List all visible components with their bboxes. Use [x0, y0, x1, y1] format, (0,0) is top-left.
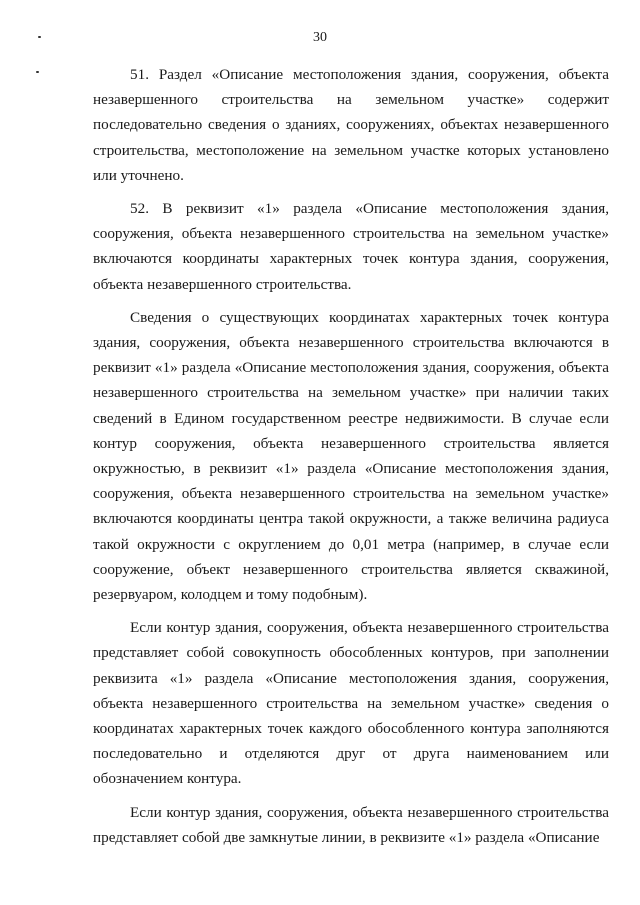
paragraph-51: 51. Раздел «Описание местоположения здания, сооружения, объекта незавершенного строительства на земельном участке» содержит последовательно сведения о зданиях, сооружениях, объектах незавершенного строительства, местоположение на земельном участке которых установлено или уточнено. [93, 66, 609, 184]
paragraph-two-closed-lines: Если контур здания, сооружения, объекта незавершенного строительства представляет собой две замкнутые линии, в реквизите «1» раздела «Описание [93, 803, 609, 846]
paragraph-separate-contours: Если контур здания, сооружения, объекта незавершенного строительства представляет собой совокупность обособленных контуров, при заполнении реквизита «1» раздела «Описание местоположения здания, сооружения, объекта незавершенного строительства на земельном участке» сведения о координатах характерных точек каждого обособленного контура заполняются последовательно и отделяются друг от друга наименованием или обозначением контура. [93, 619, 609, 788]
paragraph-existing-coordinates: Сведения о существующих координатах характерных точек контура здания, сооружения, объекта незавершенного строительства включаются в реквизит «1» раздела «Описание местоположения здания, сооружения, объекта незавершенного строительства на земельном участке» при наличии таких сведений в Едином государственном реестре недвижимости. В случае если контур сооружения, объекта незавершенного строительства является окружностью, в реквизит «1» раздела «Описание местоположения здания, сооружения, объекта незавершенного строительства на земельном участке» включаются координаты центра такой окружности, а также величина радиуса такой окружности с округлением до 0,01 метра (например, в случае если сооружение, объект незавершенного строительства является скважиной, резервуаром, колодцем и тому подобным). [93, 308, 609, 604]
document-body [93, 62, 609, 850]
paragraph-52: 52. В реквизит «1» раздела «Описание местоположения здания, сооружения, объекта незавершенного строительства на земельном участке» включаются координаты характерных точек контура здания, сооружения, объекта незавершенного строительства. [93, 200, 609, 293]
page-number: 30 [313, 30, 327, 45]
scan-mark [38, 36, 41, 38]
scan-mark [36, 71, 39, 73]
